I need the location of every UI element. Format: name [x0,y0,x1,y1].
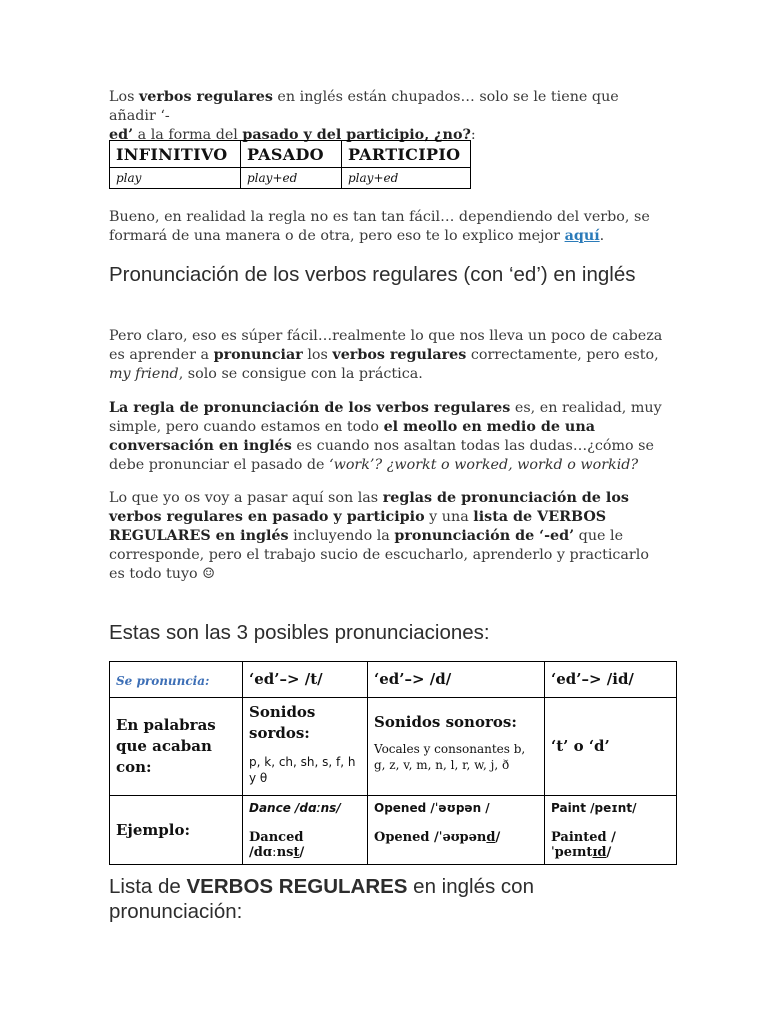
text: que le corresponde, pero el trabajo sucio de escucharlo, aprenderlo y practicarlo es todo tuyo [109,528,649,582]
practice-paragraph [109,327,664,384]
bold-text: pronunciación de ‘-ed’ [394,528,575,544]
bold-text: el meollo en medio de una conversación en inglés [109,419,595,454]
table-row [110,662,677,698]
text: Painted /ˈpeɪnt [551,830,616,860]
cell-participio: play+ed [342,168,471,189]
table-row [110,698,677,796]
text: en inglés están chupados… solo se le tiene que añadir ‘- [109,89,619,124]
bold-text: ed’ [109,127,134,143]
text: Lo que yo os voy a pasar aquí son las [109,490,383,506]
words-ending-label: En palabras que acaban con: [110,698,243,796]
bold-text: La regla de pronunciación de los verbos regulares [109,400,511,416]
text: Opened /ˈəʊpən [374,830,487,845]
example-base: Opened /ˈəʊpən / [374,801,490,815]
text: los [302,347,333,363]
rule-paragraph [109,208,664,246]
ed-d-cell: ‘ed’–> /d/ [368,662,545,698]
header-pasado: PASADO [241,141,342,168]
text: Lista de [109,875,187,898]
voiced-cell [368,698,545,796]
table-header-row [110,141,471,168]
pronunciation-table [109,661,677,865]
text: / [495,830,501,845]
pronunciation-heading: Pronunciación de los verbos regulares (con ‘ed’) en inglés [109,263,636,286]
bold-text: lista de VERBOS REGULARES en inglés [109,509,607,544]
example-d-cell [368,796,545,865]
italic-text: my friend [109,366,179,382]
example-past [374,830,538,845]
underlined-ending: d [486,830,496,845]
text: , solo se consigue con la práctica. [178,366,423,382]
rule-explanation-paragraph [109,399,664,475]
table-row [110,168,471,189]
text: Danced /dɑːns [249,830,304,860]
header-infinitivo: INFINITIVO [110,141,241,168]
cell-pasado: play+ed [241,168,342,189]
text: / [299,845,305,860]
t-or-d-cell: ‘t’ o ‘d’ [545,698,677,796]
voiceless-cell [243,698,368,796]
table-row [110,796,677,865]
example-past [551,830,670,860]
example-id-cell [545,796,677,865]
text: Pero claro, eso es súper fácil…realmente lo que nos lleva un poco de cabeza es aprender a [109,328,663,363]
example-base: Dance /dɑːns/ [249,801,341,815]
voiceless-title: Sonidos sordos: [249,703,316,742]
bold-text: pronunciar [213,347,303,363]
text: a la forma del [133,127,243,143]
bold-text: reglas de pronunciación de los verbos regulares en pasado y participio [109,490,629,525]
underlined-ending: t [293,845,300,860]
example-t-cell [243,796,368,865]
text: / [606,845,612,860]
ed-t-cell: ‘ed’–> /t/ [243,662,368,698]
example-base: Paint /peɪnt/ [551,801,637,815]
bold-text: pasado y del participio, ¿no? [242,127,471,143]
verb-list-heading [109,874,669,924]
underlined-ending: ɪd [592,845,607,860]
text: Los [109,89,139,105]
text: incluyendo la [288,528,395,544]
voiceless-list: p, k, ch, sh, s, f, h y θ [249,755,356,785]
text: correctamente, pero esto, [466,347,659,363]
example-past [249,830,361,860]
text: y una [424,509,474,525]
text: Bueno, en realidad la regla no es tan tan fácil… dependiendo del verbo, se formará de una manera o de otra, pero eso te lo explico mejor [109,209,650,244]
list-intro-paragraph [109,489,664,584]
bold-text: verbos regulares [138,89,273,105]
text: . [599,228,605,244]
ejemplo-label: Ejemplo: [110,796,243,865]
smiley-icon: ☺ [202,566,216,582]
voiced-list: Vocales y consonantes b, g, z, v, m, n, l, r, w, j, ð [374,742,526,772]
text: : [470,127,476,143]
three-pronunciations-heading: Estas son las 3 posibles pronunciaciones: [109,621,490,644]
label-text: Se pronuncia: [116,674,210,688]
italic-text: ‘work’? ¿workt o worked, workd o workid? [329,457,639,473]
bold-text: VERBOS REGULARES [186,875,408,898]
text: es cuando nos asaltan todas las dudas…¿cómo se debe pronunciar el pasado de [109,438,654,473]
ed-id-cell: ‘ed’–> /id/ [545,662,677,698]
text: es, en realidad, muy simple, pero cuando estamos en todo [109,400,662,435]
header-participio: PARTICIPIO [342,141,471,168]
bold-text: verbos regulares [332,347,467,363]
conjugation-table [109,140,471,189]
text: en inglés con pronunciación: [109,875,534,923]
cell-infinitivo: play [110,168,241,189]
intro-paragraph [109,88,664,145]
voiced-title: Sonidos sonoros: [374,713,517,731]
aqui-link[interactable]: aquí [564,228,600,244]
se-pronuncia-label [110,662,243,698]
